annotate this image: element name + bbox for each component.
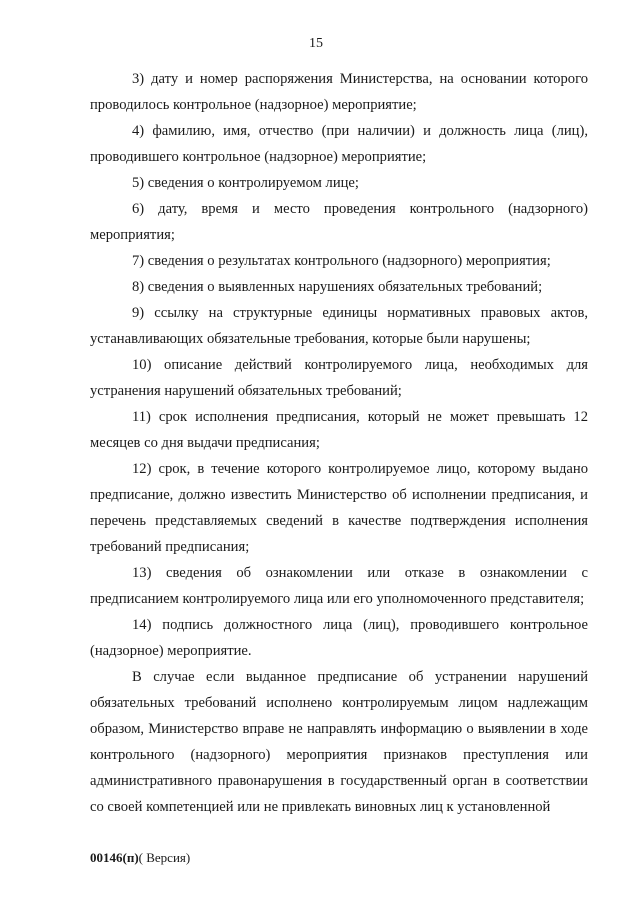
paragraph-item-3: 3) дату и номер распоряжения Министерства, на основании которого проводилось контрольное (надзорное) мероприятие; [90, 71, 588, 113]
paragraph-closing: В случае если выданное предписание об устранении нарушений обязательных требований исполнено контролируемым лицом надлежащим образом, Министерство вправе не направлять информацию о выявлении в ходе контрольного (надзорного) мероприятия признаков преступления или административного правонарушения в государственный орган в соответствии со своей компетенцией или не привлекать виновных лиц к установленной [90, 669, 588, 815]
paragraph-item-11: 11) срок исполнения предписания, который не может превышать 12 месяцев со дня выдачи предписания; [90, 409, 588, 451]
document-code: 00146(п) [90, 850, 139, 865]
document-version: ( Версия) [138, 850, 191, 865]
document-footer [90, 850, 190, 866]
paragraph-item-10: 10) описание действий контролируемого лица, необходимых для устранения нарушений обязательных требований; [90, 357, 588, 399]
paragraph-item-13: 13) сведения об ознакомлении или отказе в ознакомлении с предписанием контролируемого лица или его уполномоченного представителя; [90, 565, 588, 607]
paragraph-item-12: 12) срок, в течение которого контролируемое лицо, которому выдано предписание, должно известить Министерство об исполнении предписания, и перечень представляемых сведений в качестве подтверждения исполнения требований предписания; [90, 461, 588, 555]
paragraph-item-8: 8) сведения о выявленных нарушениях обязательных требований; [132, 279, 543, 295]
paragraph-item-7: 7) сведения о результатах контрольного (надзорного) мероприятия; [132, 253, 551, 269]
paragraph-item-6: 6) дату, время и место проведения контрольного (надзорного) мероприятия; [90, 201, 588, 243]
paragraph-item-4: 4) фамилию, имя, отчество (при наличии) и должность лица (лиц), проводившего контрольное (надзорное) мероприятие; [90, 123, 588, 165]
paragraph-item-14: 14) подпись должностного лица (лиц), проводившего контрольное (надзорное) мероприятие. [90, 617, 588, 659]
page-number: 15 [309, 36, 323, 51]
document-body [90, 66, 588, 820]
paragraph-item-9: 9) ссылку на структурные единицы нормативных правовых актов, устанавливающих обязательные требования, которые были нарушены; [90, 305, 588, 347]
paragraph-item-5: 5) сведения о контролируемом лице; [132, 175, 359, 191]
